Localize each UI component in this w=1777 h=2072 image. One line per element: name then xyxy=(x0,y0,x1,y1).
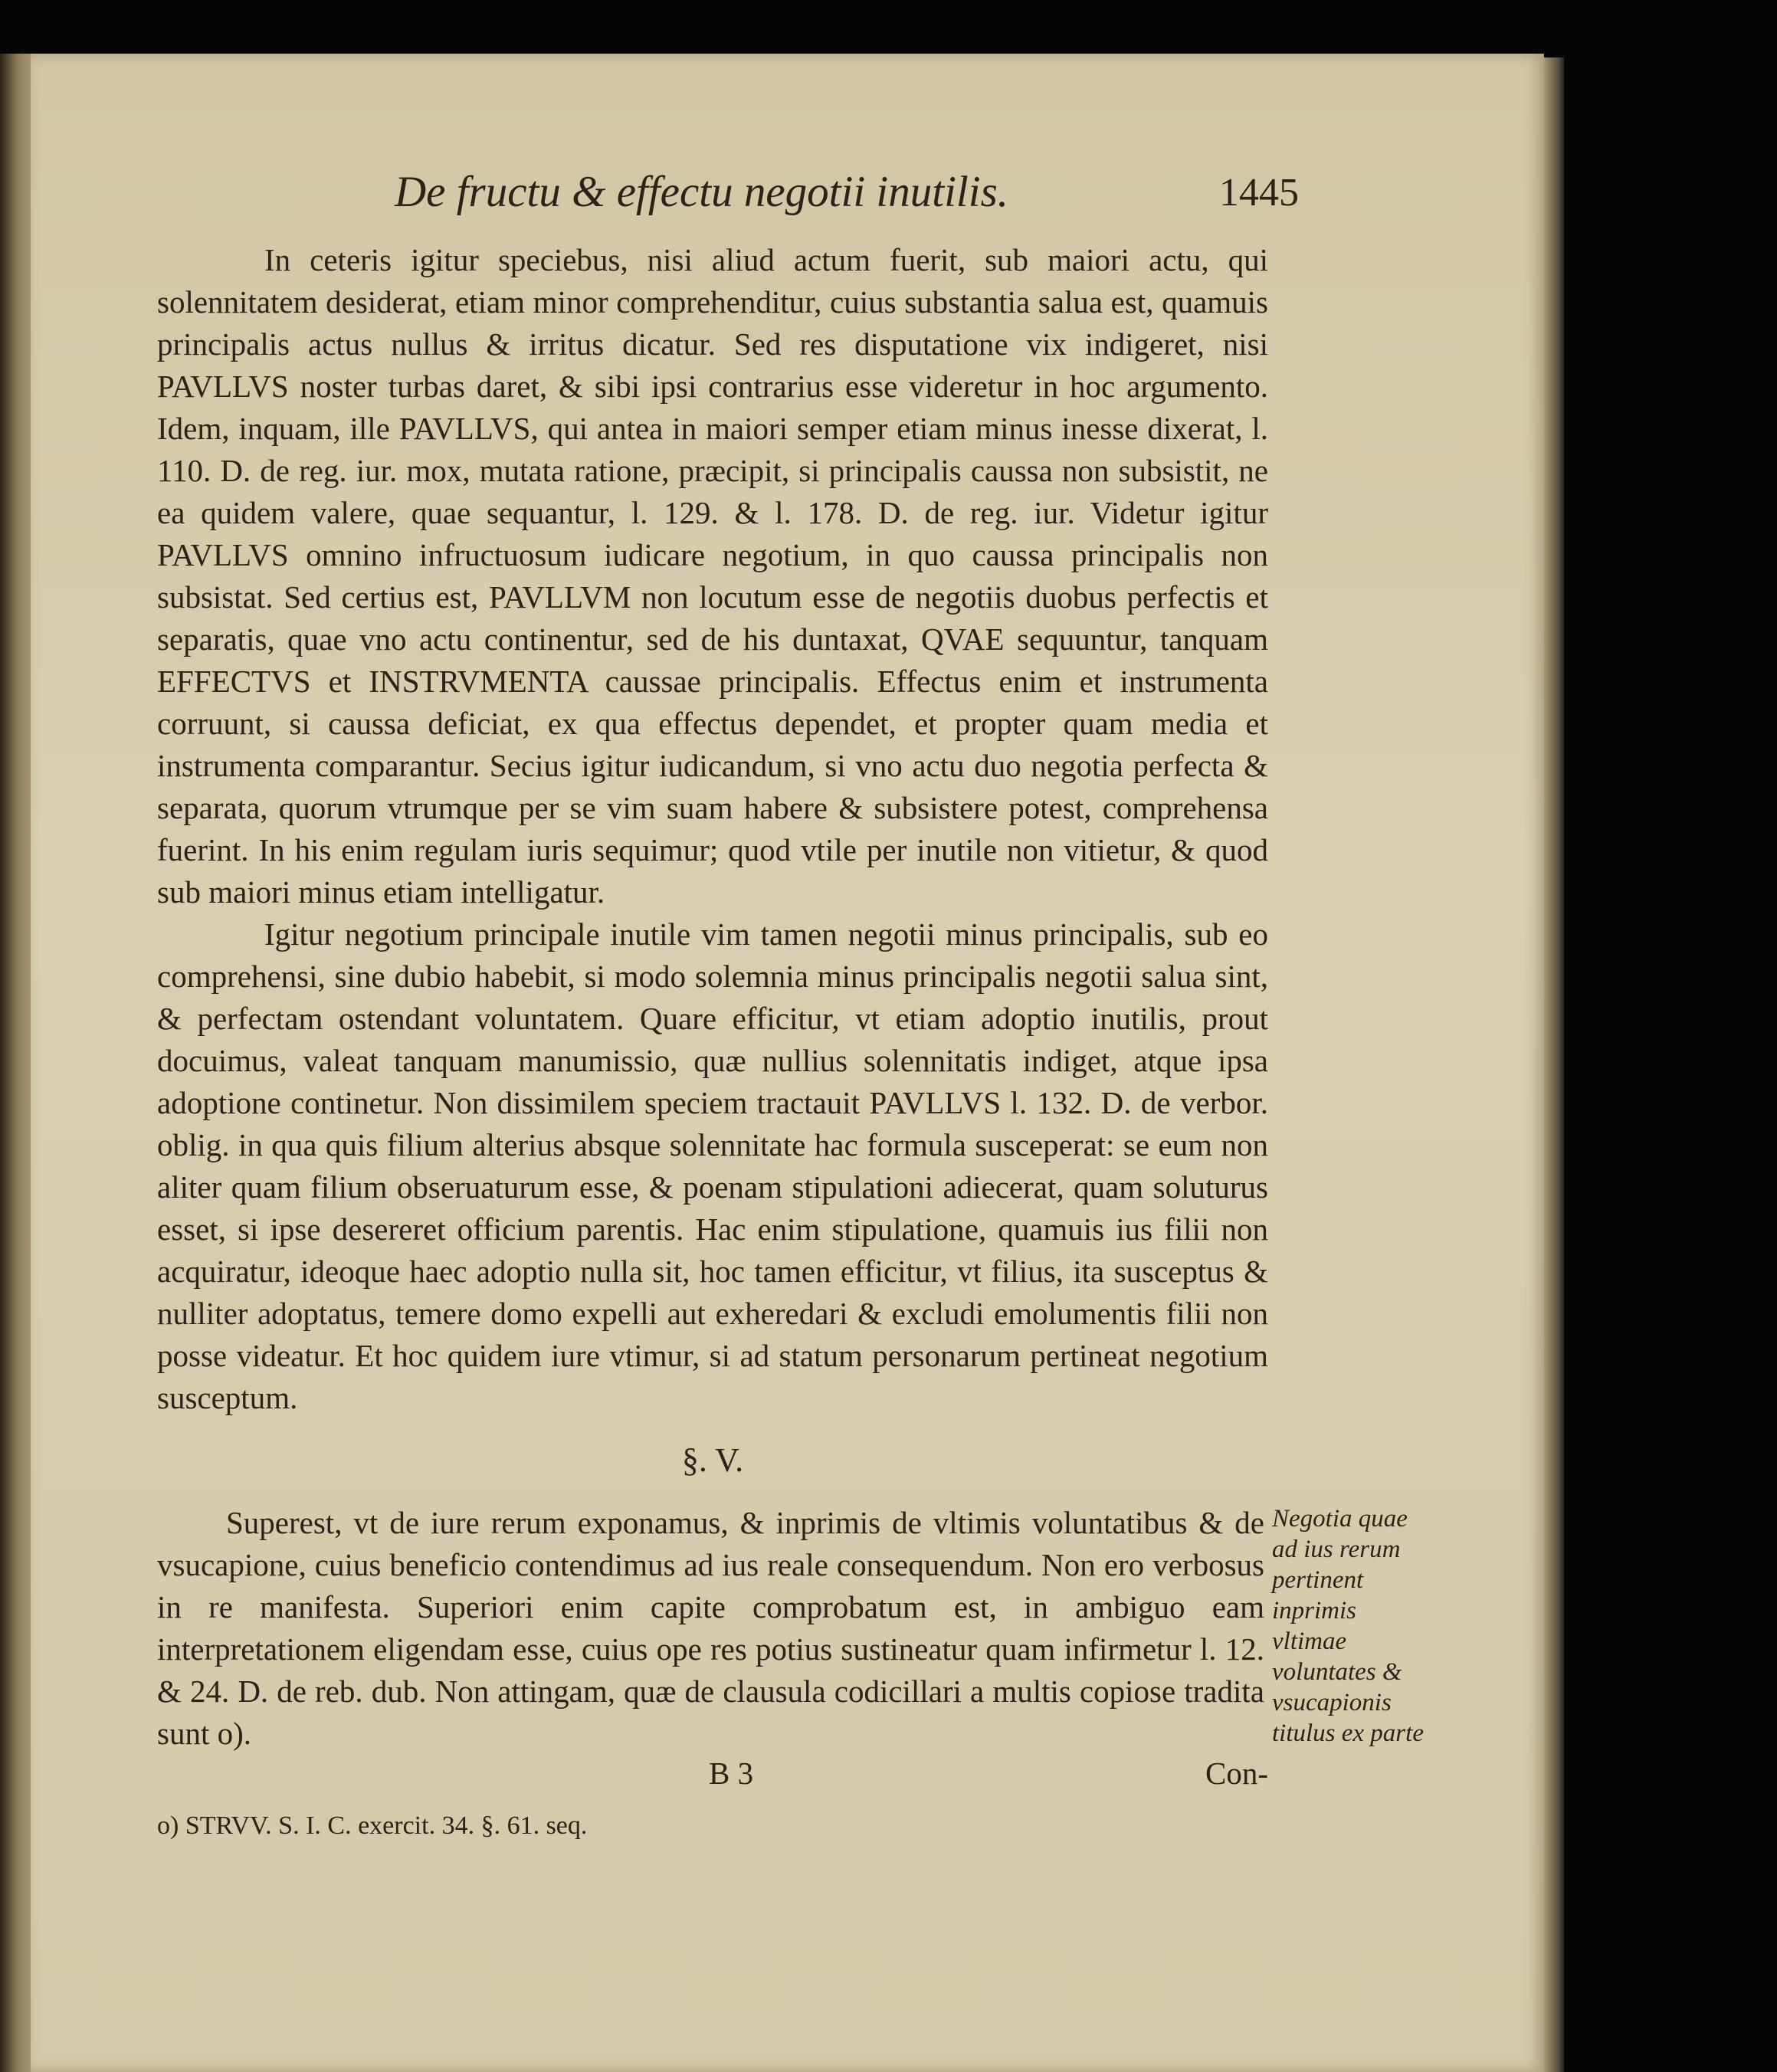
catchword: Con- xyxy=(1205,1756,1268,1791)
running-header xyxy=(395,167,1299,228)
main-text xyxy=(157,239,1268,1419)
header-title: De fructu & effectu negotii inutilis. xyxy=(395,168,1009,216)
page-number: 1445 xyxy=(1219,171,1299,215)
paragraph-2: Igitur negotium principale inutile vim tamen negotii minus principalis, sub eo comprehensi, sine dubio habebit, si modo solemnia minus principalis negotii salua sint, & perfectam ostendant voluntatem. Quare efficitur, vt etiam adoptio inutilis, prout docuimus, valeat tanquam manumissio, quæ nullius solennitatis indiget, atque ipsa adoptione continetur. Non dissimilem speciem tractauit PAVLLVS l. 132. D. de verbor. oblig. in qua quis filium alterius absque solennitate hac formula susceperat: se eum non aliter quam filium obseruaturum esse, & poenam stipulationi adiecerat, quam soluturus esset, si ipse desereret officium parentis. Hac enim stipulatione, quamuis ius filii non acquiratur, ideoque haec adoptio nulla sit, hoc tamen efficitur, vt filius, ita susceptus & nulliter adoptatus, temere domo expelli aut exheredari & excludi emolumentis filii non posse videatur. Et hoc quidem iure vtimur, si ad statum personarum pertineat negotium susceptum. xyxy=(157,916,1268,1415)
margin-note: Negotia quae ad ius rerum pertinent inprimis vltimae voluntates & vsucapionis titulus ex parte xyxy=(1272,1505,1424,1747)
section-text xyxy=(157,1502,1264,1755)
footnote: o) STRVV. S. I. C. exercit. 34. §. 61. seq. xyxy=(157,1811,588,1840)
section-heading: §. V. xyxy=(681,1441,744,1479)
signature-mark: B 3 xyxy=(709,1756,754,1791)
page-edge xyxy=(1544,57,1564,2072)
section-paragraph: Superest, vt de iure rerum exponamus, & inprimis de vltimis voluntatibus & de vsucapione, cuius beneficio contendimus ad ius reale consequendum. Non ero verbosus in re manifesta. Superiori enim capite comprobatum est, in ambiguo eam interpretationem eligendam esse, cuius ope res potius sustineatur quam infirmetur l. 12. & 24. D. de reb. dub. Non attingam, quæ de clausula codicillari a multis copiose tradita sunt o). xyxy=(157,1505,1264,1751)
paragraph-1: In ceteris igitur speciebus, nisi aliud actum fuerit, sub maiori actu, qui solennitatem desiderat, etiam minor comprehenditur, cuius substantia salua est, quamuis principalis actus nullus & irritus dicatur. Sed res disputatione vix indigeret, nisi PAVLLVS noster turbas daret, & sibi ipsi contrarius esse videretur in hoc argumento. Idem, inquam, ille PAVLLVS, qui antea in maiori semper etiam minus inesse dixerat, l. 110. D. de reg. iur. mox, mutata ratione, præcipit, si principalis caussa non subsistit, ne ea quidem valere, quae sequantur, l. 129. & l. 178. D. de reg. iur. Videtur igitur PAVLLVS omnino infructuosum iudicare negotium, in quo caussa principalis non subsistat. Sed certius est, PAVLLVM non locutum esse de negotiis duobus perfectis et separatis, quae vno actu continentur, sed de his duntaxat, QVAE sequuntur, tanquam EFFECTVS et INSTRVMENTA caussae principalis. Effectus enim et instrumenta corruunt, si caussa deficiat, ex qua effectus dependet, et propter quam media et instrumenta comparantur. Secius igitur iudicandum, si vno actu duo negotia perfecta & separata, quorum vtrumque per se vim suam habere & subsistere potest, comprehensa fuerint. In his enim regulam iuris sequimur; quod vtile per inutile non vitietur, & quod sub maiori minus etiam intelligatur. xyxy=(157,242,1268,910)
page-foot xyxy=(157,1755,1268,1797)
